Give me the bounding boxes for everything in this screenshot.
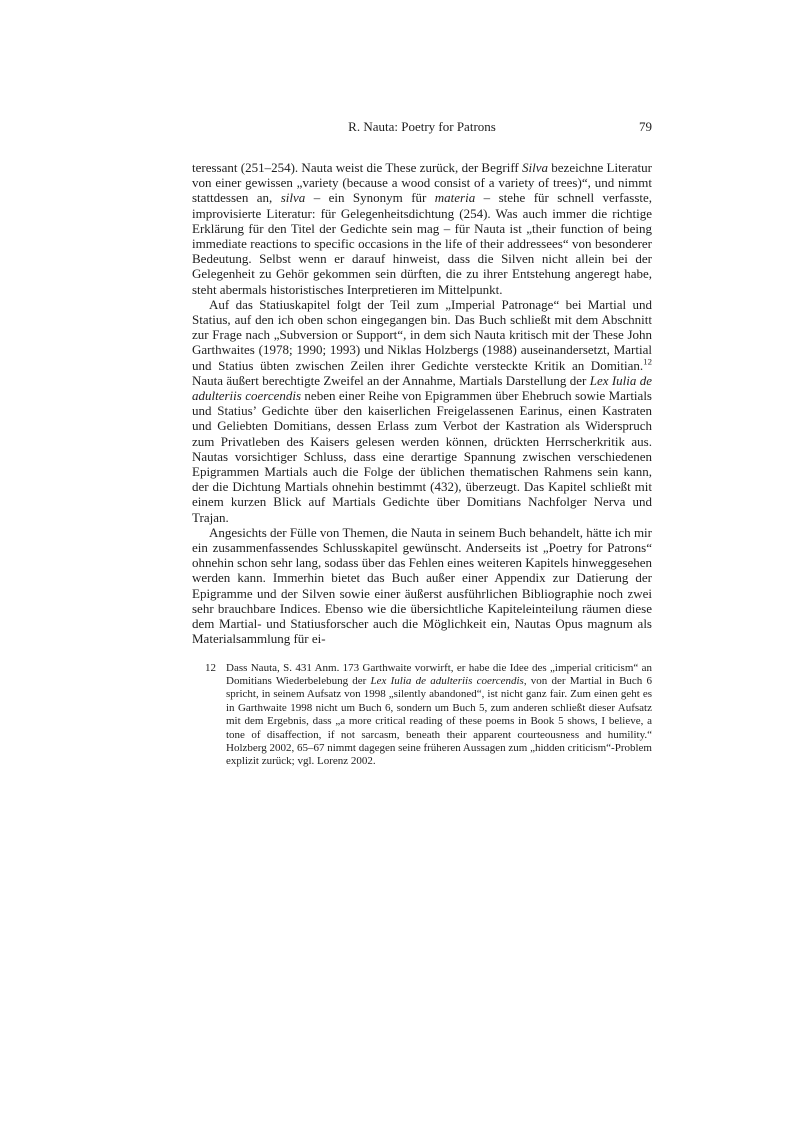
paragraph xyxy=(192,160,652,297)
text-segment: teressant (251–254). Nauta weist die These zurück, der Begriff xyxy=(192,160,523,175)
footnote-number: 12 xyxy=(205,661,216,674)
footnote-text xyxy=(226,662,652,769)
text-segment: bezeichne Literatur von einer gewissen „variety (because a wood consist of a variety of trees)“, und nimmt stattdessen an, xyxy=(192,160,652,206)
paragraph xyxy=(192,525,652,647)
text-segment: silva xyxy=(280,190,306,206)
text-segment: Angesichts der Fülle von Themen, die Nauta in seinem Buch behandelt, hätte ich mir ein zusammenfassendes Schlusskapitel gewünscht. Anderseits ist „Poetry for Patrons“ ohnehin schon sehr lang, sodass über das Fehlen eines weiteren Kapitels hinweggesehen werden kann. Immerhin bietet das Buch außer einer Appendix zur Datierung der Epigramme und der Silven sowie einer äußerst ausführlichen Bibliographie noch zwei sehr brauchbare Indices. Ebenso wie die übersichtliche Kapiteleinteilung räumen diese dem Martial- und Statiusforscher auch die Möglichkeit ein, Nautas Opus magnum als Materialsammlung für ei- xyxy=(192,524,652,647)
text-segment: Dass Nauta, S. 431 Anm. 173 Garthwaite vorwirft, er habe die Idee des „imperial criticism“ an Domitians Wiederbelebung der xyxy=(226,661,652,687)
text-segment: Lex Iulia de adulteriis coercendis xyxy=(370,674,524,687)
text-segment: Lex Iulia de adulteriis coercendis xyxy=(192,372,653,404)
text-block xyxy=(192,119,652,769)
footnote-marker: 12 xyxy=(643,356,652,367)
text-segment: Auf das Statiuskapitel folgt der Teil zum „Imperial Patronage“ bei Martial und Statius, auf den ich oben schon eingegangen bin. Das Buch schließt mit dem Abschnitt zur Frage nach „Subversion or Support“, in dem sich Nauta kritisch mit der These John Garthwaites (1978; 1990; 1993) und Niklas Holzbergs (1988) auseinandersetzt, Martial und Statius übten zwischen Zeilen ihrer Gedichte versteckte Kritik an Domitian. xyxy=(192,296,652,373)
text-segment: – stehe für schnell verfasste, improvisierte Literatur: für Gelegenheitsdichtung (254). Was auch immer die richtige Erklärung für den Titel der Gedichte sein mag – für Nauta ist „their function of being immediate reactions to specific occasions in the life of their addressees“ von besonderer Bedeutung. Selbst wenn er darauf hinweist, dass die Silven nicht allein bei der Gelegenheit zu Gehör gekommen sein dürften, die zu ihrer Entstehung angeregt habe, steht abermals historistisches Interpretieren im Mittelpunkt. xyxy=(192,190,653,297)
page-number: 79 xyxy=(639,119,652,134)
paragraph xyxy=(192,297,652,525)
footnote xyxy=(205,662,652,769)
text-segment: Nauta äußert berechtigte Zweifel an der Annahme, Martials Darstellung der xyxy=(192,372,590,388)
text-segment: , von der Martial in Buch 6 spricht, in seinem Aufsatz von 1998 „silently abandoned“, ist nicht ganz fair. Zum einen geht es in Garthwaite 1998 nicht um Buch 6, sondern um Buch 5, zum anderen schließt dieser Aufsatz mit dem Ergebnis, dass „a more critical reading of these poems in Book 5 shows, I believe, a tone of disaffection, if not sarcasm, beneath their apparent courteousness and humility.“ Holzberg 2002, 65–67 nimmt dagegen seine früheren Aussagen zum „hidden criticism“-Problem explizit zurück; vgl. Lorenz 2002. xyxy=(226,674,652,768)
body-paragraphs xyxy=(192,160,652,647)
text-segment: materia xyxy=(434,190,476,206)
header-title: R. Nauta: Poetry for Patrons xyxy=(348,119,496,134)
running-header xyxy=(192,119,652,134)
text-segment: Silva xyxy=(522,160,549,175)
text-segment: – ein Synonym für xyxy=(305,190,435,206)
text-segment: neben einer Reihe von Epigrammen über Ehebruch sowie Martials und Statius’ Gedichte über den kaiserlichen Freigelassenen Earinus, einen Kastraten und Geliebten Domitians, dessen Erlass zum Verbot der Kastration als Widerspruch zum Privatleben des Kaisers gelesen werden können, drückten Herrscherkritik aus. Nautas vorsichtiger Schluss, dass eine derartige Spannung zwischen verschiedenen Epigrammen Martials auch die Folge der üblichen thematischen Rahmens sein kann, der die Dichtung Martials ohnehin bestimmt (432), überzeugt. Das Kapitel schließt mit einem kurzen Blick auf Martials Gedichte über Domitians Nachfolger Nerva und Trajan. xyxy=(192,388,652,525)
